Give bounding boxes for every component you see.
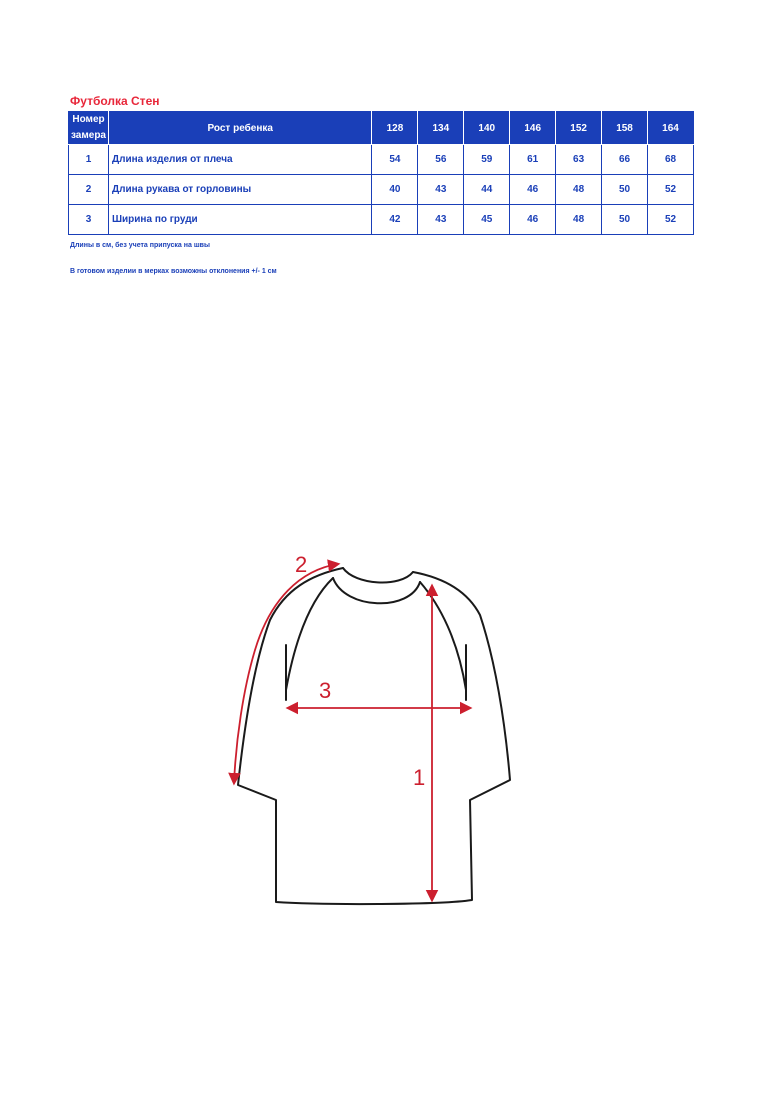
measure-label-3: 3: [319, 678, 332, 703]
tshirt-body-outline: [238, 568, 510, 904]
header-size: 152: [556, 112, 602, 145]
header-number-line2: замера: [70, 130, 106, 141]
header-size: 140: [464, 112, 510, 145]
note-tolerance: В готовом изделии в мерках возможны отклонения +/- 1 см: [70, 268, 277, 275]
cell-value: 46: [510, 205, 556, 235]
measure-label-1: 1: [413, 765, 426, 790]
header-size: 134: [418, 112, 464, 145]
cell-value: 40: [372, 175, 418, 205]
collar-outer: [343, 568, 413, 583]
raglan-seam-right: [420, 582, 466, 690]
cell-value: 52: [648, 205, 694, 235]
header-height-label: Рост ребенка: [108, 112, 371, 145]
cell-value: 43: [418, 175, 464, 205]
row-name: Ширина по груди: [108, 205, 371, 235]
measure-label-2: 2: [295, 552, 308, 577]
measurement-lines: [234, 564, 470, 900]
raglan-seam-left: [286, 578, 333, 690]
product-title: Футболка Стен: [70, 94, 160, 108]
cell-value: 44: [464, 175, 510, 205]
cell-value: 42: [372, 205, 418, 235]
header-size: 164: [648, 112, 694, 145]
row-name: Длина рукава от горловины: [108, 175, 371, 205]
cell-value: 48: [556, 175, 602, 205]
cell-value: 61: [510, 145, 556, 175]
cell-value: 50: [602, 175, 648, 205]
cell-value: 56: [418, 145, 464, 175]
cell-value: 50: [602, 205, 648, 235]
cell-value: 63: [556, 145, 602, 175]
row-name: Длина изделия от плеча: [108, 145, 371, 175]
cell-value: 54: [372, 145, 418, 175]
note-seam-allowance: Длины в см, без учета припуска на швы: [70, 242, 210, 249]
cell-value: 46: [510, 175, 556, 205]
header-size: 158: [602, 112, 648, 145]
tshirt-outline: [238, 568, 510, 904]
cell-value: 45: [464, 205, 510, 235]
header-size: 146: [510, 112, 556, 145]
header-number-line1: Номер: [72, 114, 105, 125]
cell-value: 59: [464, 145, 510, 175]
cell-value: 52: [648, 175, 694, 205]
row-number: 2: [69, 175, 109, 205]
header-size: 128: [372, 112, 418, 145]
cell-value: 66: [602, 145, 648, 175]
cell-value: 48: [556, 205, 602, 235]
row-number: 1: [69, 145, 109, 175]
cell-value: 68: [648, 145, 694, 175]
row-number: 3: [69, 205, 109, 235]
cell-value: 43: [418, 205, 464, 235]
